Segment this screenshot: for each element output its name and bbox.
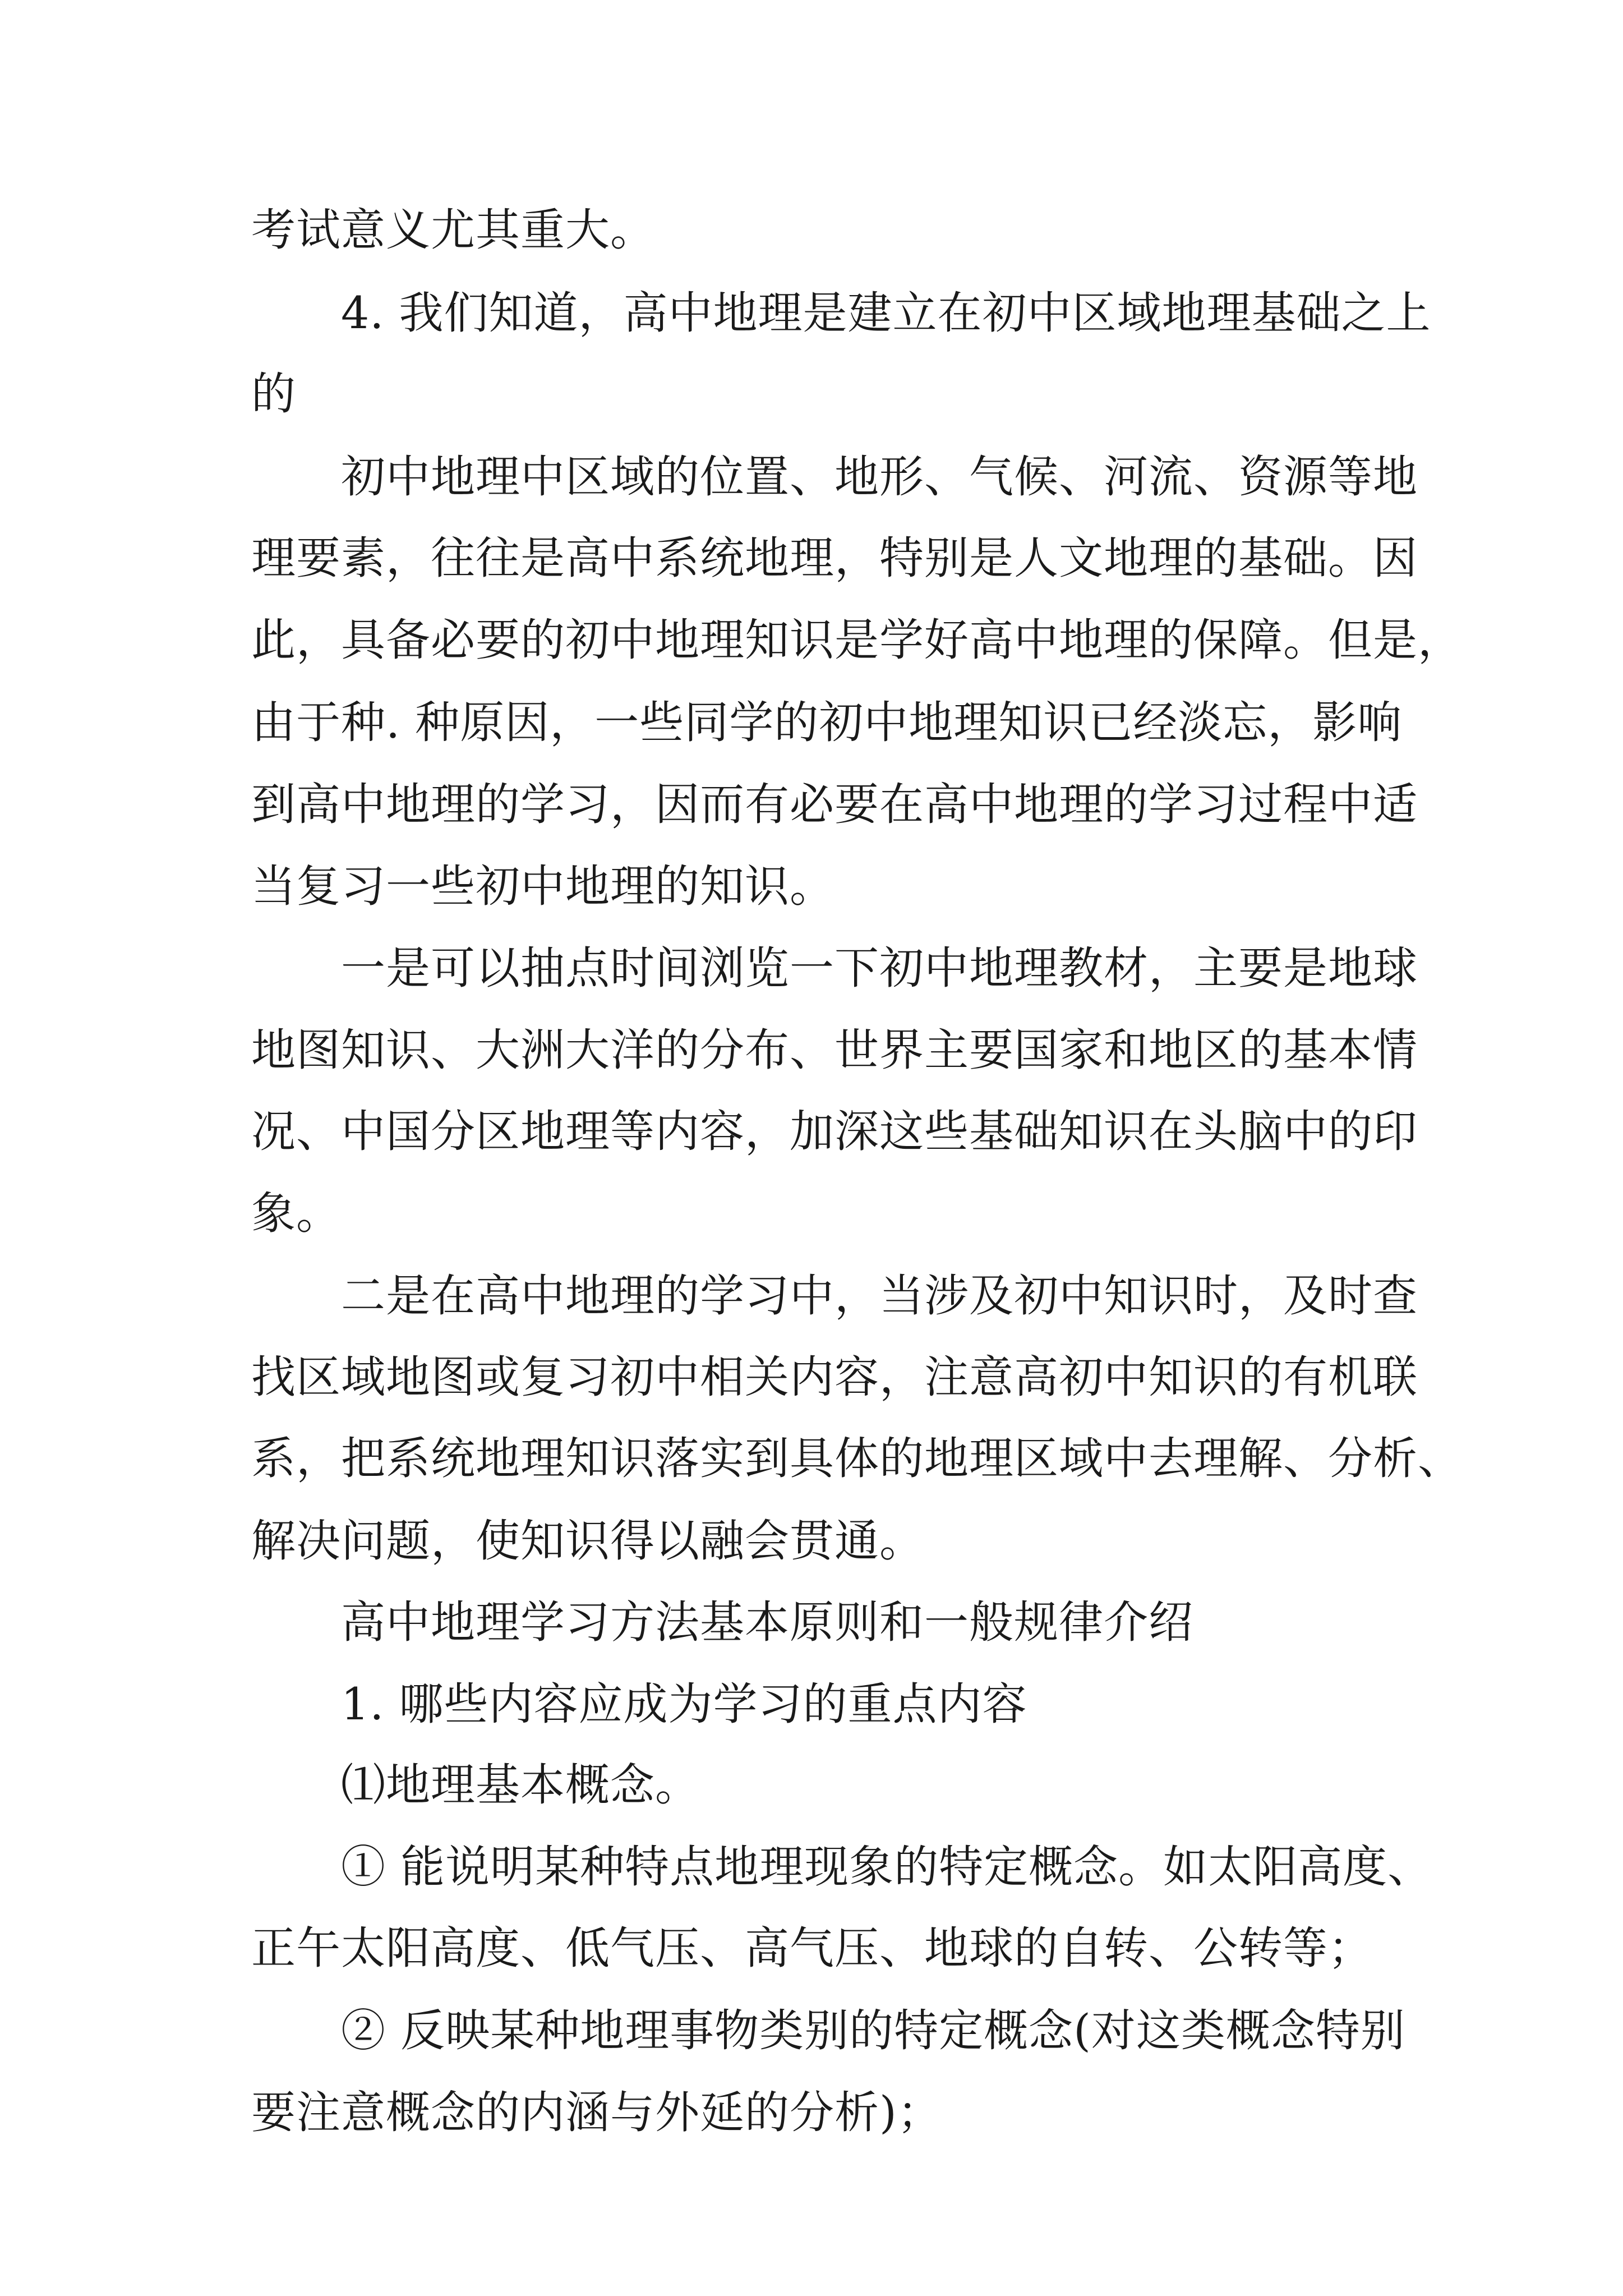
- text-line: 系，把系统地理知识落实到具体的地理区域中去理解、分析、: [251, 1433, 1463, 1484]
- text-line: 要注意概念的内涵与外延的分析)；: [251, 2087, 942, 2138]
- text-line: 当复习一些初中地理的知识。: [251, 861, 834, 912]
- text-line: 象。: [251, 1188, 341, 1239]
- text-line: 解决问题，使知识得以融会贯通。: [251, 1515, 924, 1567]
- section-heading: 高中地理学习方法基本原则和一般规律介绍: [341, 1596, 1193, 1648]
- text-line: 况、中国分区地理等内容，加深这些基础知识在头脑中的印: [251, 1106, 1418, 1157]
- text-line: 初中地理中区域的位置、地形、气候、河流、资源等地: [341, 451, 1418, 503]
- text-line: 考试意义尤其重大。: [251, 204, 655, 256]
- text-line: 找区域地图或复习初中相关内容，注意高初中知识的有机联: [251, 1351, 1418, 1403]
- text-line: 一是可以抽点时间浏览一下初中地理教材，主要是地球: [341, 942, 1418, 994]
- text-line: 二是在高中地理的学习中，当涉及初中知识时，及时查: [341, 1270, 1418, 1322]
- subsection-heading: 1. 哪些内容应成为学习的重点内容: [341, 1678, 1027, 1730]
- text-line: 到高中地理的学习，因而有必要在高中地理的学习过程中适: [251, 779, 1418, 830]
- text-line: 的: [251, 368, 296, 420]
- text-line: 由于种. 种原因，一些同学的初中地理知识已经淡忘，影响: [251, 697, 1403, 748]
- text-line: 4. 我们知道，高中地理是建立在初中区域地理基础之上: [341, 287, 1431, 339]
- text-line: 此，具备必要的初中地理知识是学好高中地理的保障。但是，: [251, 614, 1463, 666]
- text-line: 理要素，往往是高中系统地理，特别是人文地理的基础。因: [251, 532, 1418, 584]
- list-heading: ⑴地理基本概念。: [341, 1759, 700, 1811]
- text-line: ① 能说明某种特点地理现象的特定概念。如太阳高度、: [341, 1841, 1433, 1893]
- text-line: ② 反映某种地理事物类别的特定概念(对这类概念特别: [341, 2005, 1405, 2056]
- text-line: 地图知识、大洲大洋的分布、世界主要国家和地区的基本情: [251, 1024, 1418, 1076]
- text-line: 正午太阳高度、低气压、高气压、地球的自转、公转等；: [251, 1922, 1373, 1974]
